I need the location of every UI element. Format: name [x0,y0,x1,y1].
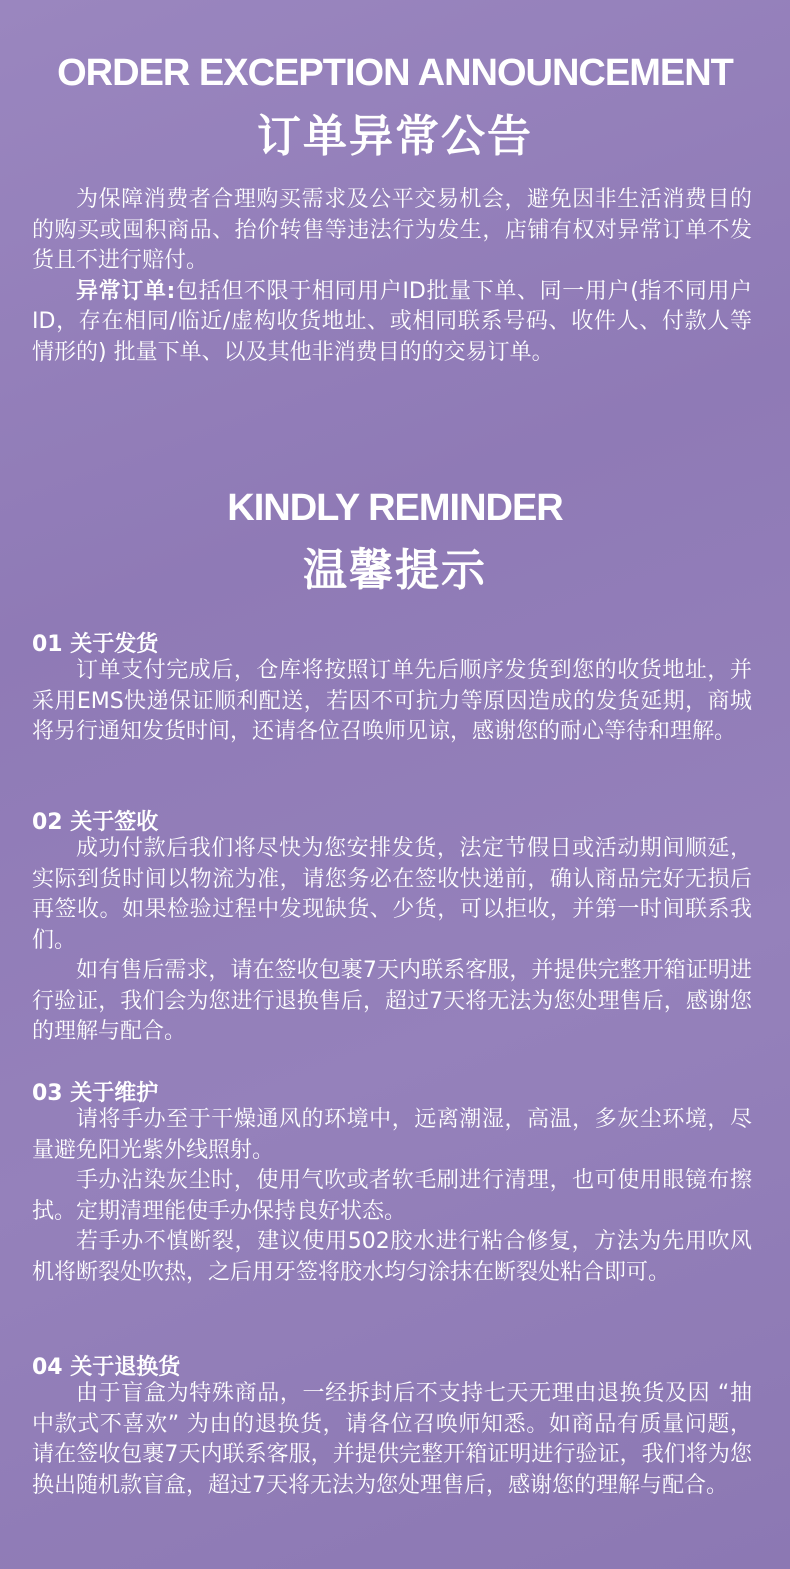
section-01-paragraph-1: 订单支付完成后，仓库将按照订单先后顺序发货到您的收货地址，并采用EMS快递保证顺利配送，若因不可抗力等原因造成的发货延期，商城将另行通知发货时间，还请各位召唤师见谅，感谢您的耐心等待和理解。 [32,658,752,744]
section-01-heading: 01 关于发货 [32,632,159,657]
exception-order-label: 异常订单: [76,278,176,304]
section-03-paragraph-2: 手办沾染灰尘时，使用气吹或者软毛刷进行清理，也可使用眼镜布擦拭。定期清理能使手办保持良好状态。 [32,1168,752,1224]
reminder-title-en: KINDLY REMINDER [227,487,563,529]
announcement-title-en: ORDER EXCEPTION ANNOUNCEMENT [57,52,733,94]
section-02-body [32,834,752,1048]
announcement-paragraph-2 [32,277,752,369]
announcement-body [32,185,752,368]
section-03-body [32,1105,752,1288]
section-04-body [32,1379,752,1501]
section-02-paragraph-2: 如有售后需求，请在签收包裹7天内联系客服，并提供完整开箱证明进行验证，我们会为您进行退换售后，超过7天将无法为您处理售后，感谢您的理解与配合。 [32,958,752,1044]
section-03-paragraph-3: 若手办不慎断裂，建议使用502胶水进行粘合修复，方法为先用吹风机将断裂处吹热，之后用牙签将胶水均匀涂抹在断裂处粘合即可。 [32,1229,752,1285]
section-03-heading: 03 关于维护 [32,1081,159,1106]
announcement-title-cn: 订单异常公告 [257,111,533,162]
section-02-heading: 02 关于签收 [32,810,159,835]
reminder-title-cn: 温馨提示 [303,545,487,596]
section-02-paragraph-1: 成功付款后我们将尽快为您安排发货，法定节假日或活动期间顺延，实际到货时间以物流为准，请您务必在签收快递前，确认商品完好无损后再签收。如果检验过程中发现缺货、少货，可以拒收，并第一时间联系我们。 [32,836,752,953]
section-04-heading: 04 关于退换货 [32,1355,181,1380]
section-03-paragraph-1: 请将手办至于干燥通风的环境中，远离潮湿，高温，多灰尘环境，尽量避免阳光紫外线照射。 [32,1107,752,1163]
section-01-body [32,656,752,748]
section-04-paragraph-1: 由于盲盒为特殊商品，一经拆封后不支持七天无理由退换货及因 “抽中款式不喜欢” 为由的退换货，请各位召唤师知悉。如商品有质量问题，请在签收包裹7天内联系客服，并提供完整开箱证明进行验证，我们将为您换出随机款盲盒，超过7天将无法为您处理售后，感谢您的理解与配合。 [32,1381,752,1498]
announcement-paragraph-1: 为保障消费者合理购买需求及公平交易机会，避免因非生活消费目的的购买或囤积商品、抬价转售等违法行为发生，店铺有权对异常订单不发货且不进行赔付。 [32,187,752,273]
exception-order-text: 包括但不限于相同用户ID批量下单、同一用户(指不同用户ID，存在相同/临近/虚构收货地址、或相同联系号码、收件人、付款人等情形的) 批量下单、以及其他非消费目的的交易订单。 [32,278,752,365]
